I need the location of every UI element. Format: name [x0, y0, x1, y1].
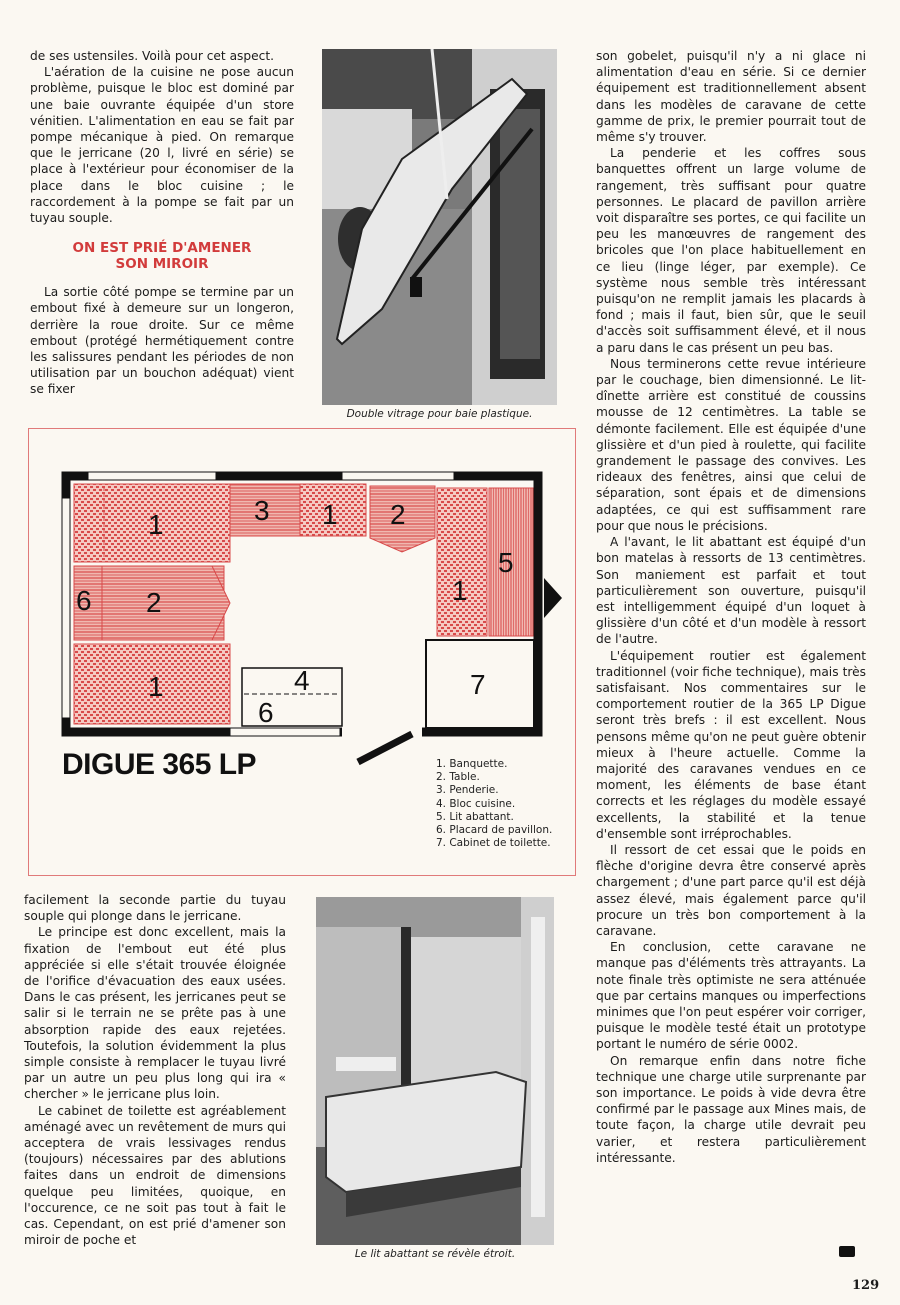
paragraph: Le cabinet de toilette est agréablement aménagé avec un revêtement de murs qui acceptera de vrais lessivages rendus (toujours) nécessaires par des ablutions faites dans un endroit de dimensions quelque peu limitées, quoique, en l'occurence, ce ne soit pas tout à fait le cas. Cependant, on est prié d'amener son miroir de poche et [24, 1103, 286, 1248]
photo-window-double-glazing [322, 49, 557, 405]
article-end-icon [839, 1246, 855, 1257]
plan-label: 4 [294, 665, 310, 696]
plan-label: 1 [148, 671, 164, 702]
paragraph: de ses ustensiles. Voilà pour cet aspect. [30, 49, 274, 63]
kitchen-block [242, 668, 342, 726]
article-column-right [596, 48, 866, 1166]
paragraph: On remarque enfin dans notre fiche technique une charge utile surprenante par son importance. Le poids à vide devra être confirmé par le passage aux Mines mais, de toute façon, la charge utile devrait peu varier, et restera particulièrement intéressante. [596, 1053, 866, 1165]
paragraph: son gobelet, puisqu'il n'y a ni glace ni alimentation d'eau en série. Si ce dernier équipement est traditionnellement absent dans les modèles de caravane de cette gamme de prix, le premier pourrait tout de même s'y trouver. [596, 49, 866, 145]
banquette-front [437, 488, 487, 636]
entrance-door [358, 734, 412, 762]
photo-caption-top: Double vitrage pour baie plastique. [346, 408, 533, 420]
legend-item: 5. Lit abattant. [436, 810, 514, 823]
legend-item: 7. Cabinet de toilette. [436, 837, 551, 850]
plan-label: 3 [254, 495, 270, 526]
photo-caption-bottom: Le lit abattant se révèle étroit. [354, 1248, 516, 1260]
legend-item: 4. Bloc cuisine. [436, 797, 516, 810]
paragraph: La penderie et les coffres sous banquettes offrent un large volume de rangement, très suffisant pour quatre personnes. Le placard de pavillon arrière voit disparaître ses portes, ce qui facilite un peu les manœuvres de rangement des bricoles que l'on place habituellement en ce lieu (linge léger, par exemple). Ce système nous semble très intéressant puisqu'on ne remplit jamais les placards à fond ; mais il faut, bien sûr, que le seuil d'accès soit suffisamment élevé, et il nous a paru dans le cas présent un peu bas. [596, 146, 866, 355]
article-column-left-bottom [24, 892, 286, 1248]
paragraph: L'équipement routier est également traditionnel (voir fiche technique), mais très satisfaisant. Nos commentaires sur le comportement routier de la 365 LP Digue seront très brefs : il est excellent. Nous pensons même qu'on ne peut guère obtenir mieux à l'heure actuelle. Comme la majorité des caravanes vendues en ce moment, les éléments de base étant corrects et les réglages du modèle essayé excellents, la stabilité et la tenue d'ensemble sont irréprochables. [596, 648, 866, 841]
plan-label: 7 [470, 669, 486, 700]
photo-fold-down-bed [316, 897, 554, 1245]
page-number: 129 [852, 1278, 880, 1293]
section-heading: ON EST PRIÉ D'AMENER SON MIROIR [72, 240, 252, 273]
paragraph: En conclusion, cette caravane ne manque pas d'éléments très attrayants. La note finale très optimiste ne sera atténuée que par certains manques ou imperfections minimes que l'on peut espérer voir corriger, puisque le modèle testé était un prototype portant le numéro de série 0002. [596, 940, 866, 1052]
paragraph: facilement la seconde partie du tuyau souple qui plonge dans le jerricane. [24, 893, 286, 924]
legend-item: 2. Table. [436, 771, 480, 784]
window-opening [342, 472, 454, 480]
towbar-arrow [544, 578, 562, 618]
plan-title: DIGUE 365 LP [62, 748, 257, 781]
paragraph: L'aération de la cuisine ne pose aucun problème, puisque le bloc est dominé par une baie ouvrante équipée d'un store vénitien. L'alimentation en eau se fait par pompe mécanique à pied. On remarque que le jerricane (20 l, livré en série) se place à l'extérieur pour économiser de la place dans le bloc cuisine ; le raccordement à la pompe se fait par un tuyau souple. [30, 65, 294, 226]
plan-label: 6 [258, 697, 274, 728]
plan-label: 1 [322, 499, 338, 530]
plan-label: 1 [452, 575, 468, 606]
paragraph: Nous terminerons cette revue intérieure par le couchage, bien dimensionné. Le lit-dînette arrière est constitué de coussins mousse de 12 centimètres. La table se démonte facilement. Elle est équipée d'une glissière et d'un pied à roulette, qui facilite grandement le passage des convives. Les rideaux des fenêtres, ainsi que celui de séparation, sont épais et de dimensions adaptées, ce qui est suffisamment rare pour que nous le précisions. [596, 356, 866, 533]
bed-photo-illustration [316, 897, 554, 1245]
legend-item: 1. Banquette. [436, 758, 508, 770]
article-column-left-top [30, 48, 294, 398]
window-photo-illustration [322, 49, 557, 405]
floor-plan-diagram [60, 468, 570, 768]
paragraph: La sortie côté pompe se termine par un embout fixé à demeure sur un longeron, derrière la roue droite. Sur ce même embout (protégé hermétiquement contre les salissures pendant les périodes de non utilisation par un bouchon adéquat) vient se fixer [30, 285, 294, 397]
paragraph: Le principe est donc excellent, mais la fixation de l'embout eut été plus appréciée si elle s'était trouvée éloignée de l'orifice d'évacuation des eaux usées. Dans le cas présent, les jerricanes peut se salir si le terrain ne se prête pas à une absorption rapide des eaux rejetées. Toutefois, la solution évidemment la plus simple consiste à remplacer le tuyau livré par un autre un peu plus long qui ira « chercher » le jerricane plus loin. [24, 925, 286, 1102]
paragraph: Il ressort de cet essai que le poids en flèche d'origine devra être conservé après chargement ; d'une part parce qu'il est déjà assez élevé, mais également parce qu'il procure un très bon comportement à la caravane. [596, 842, 866, 938]
plan-label: 2 [390, 499, 406, 530]
plan-label: 6 [76, 585, 92, 616]
plan-label: 2 [146, 587, 162, 618]
plan-label: 1 [148, 509, 164, 540]
plan-label: 5 [498, 547, 514, 578]
window-opening [230, 728, 340, 736]
legend-item: 3. Penderie. [436, 784, 499, 797]
paragraph: A l'avant, le lit abattant est équipé d'un bon matelas à ressorts de 13 centimètres. Son maniement est parfait et tout particulièrement son ouverture, puisqu'il est intelligemment équipé d'un loquet à glissière d'un côté et d'un modèle à ressort de l'autre. [596, 535, 866, 647]
legend-item: 6. Placard de pavillon. [436, 824, 553, 837]
table-rear-top [102, 566, 230, 640]
plan-legend [436, 758, 552, 850]
window-opening [62, 498, 70, 718]
window-opening [88, 472, 216, 480]
